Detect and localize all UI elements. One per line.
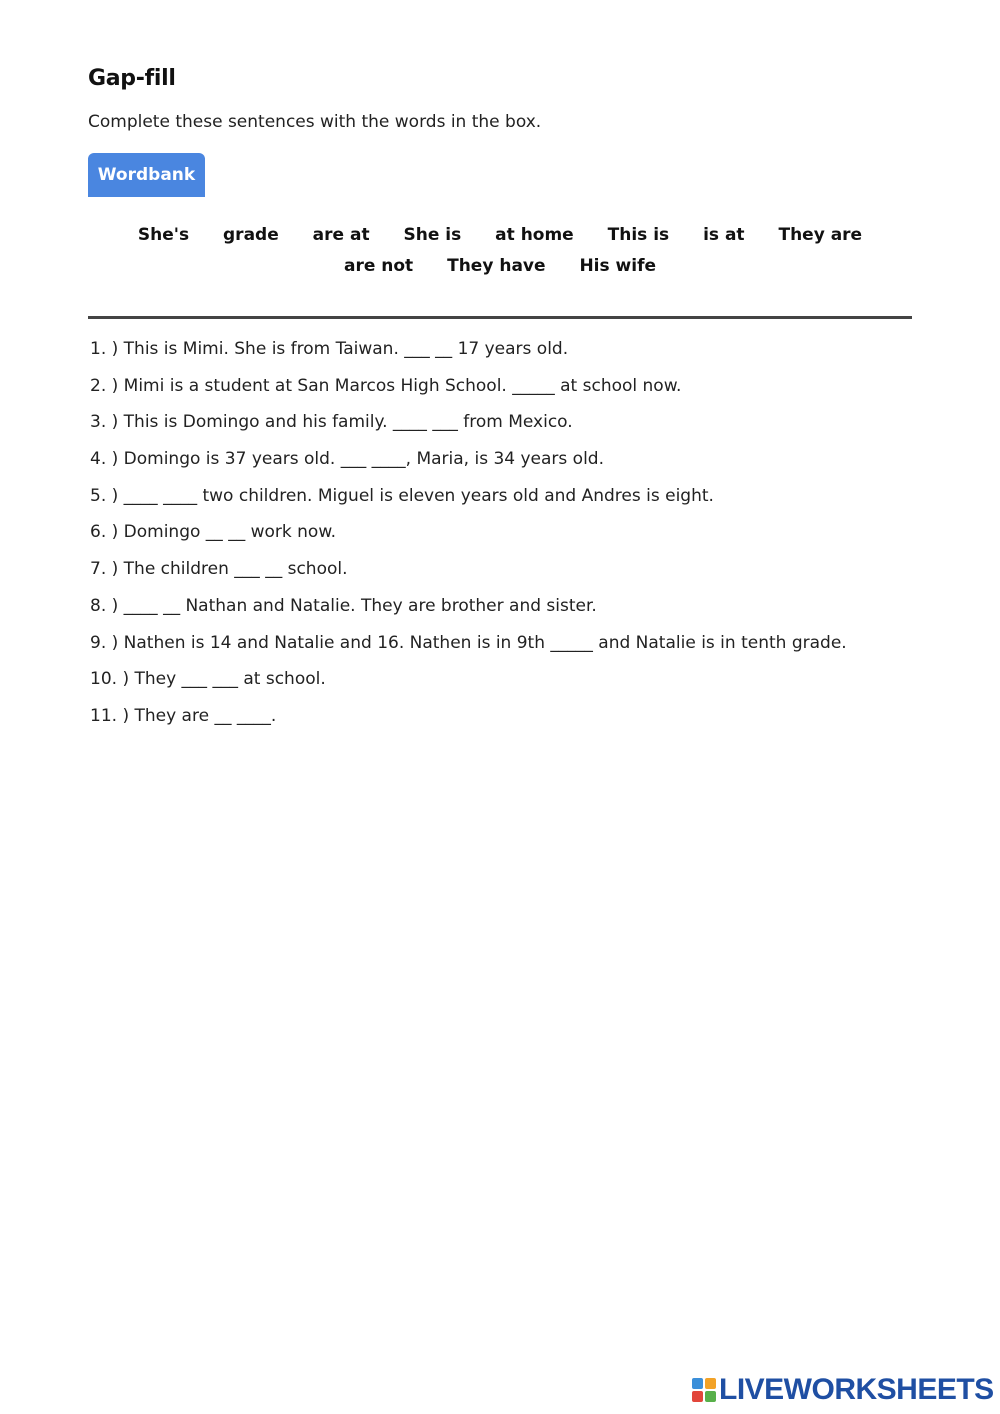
wordbank-word[interactable]: are at xyxy=(312,225,370,245)
wordbank-tab xyxy=(88,153,205,197)
question-list xyxy=(90,336,950,740)
question-item: 10. ) They ___ ___ at school. xyxy=(90,669,326,690)
question-item: 8. ) ____ __ Nathan and Natalie. They are brother and sister. xyxy=(90,595,597,616)
wordbank-word[interactable]: They are xyxy=(778,225,863,245)
wordbank-word[interactable]: They have xyxy=(447,256,546,276)
question-item: 2. ) Mimi is a student at San Marcos High School. _____ at school now. xyxy=(90,375,682,396)
question-item: 6. ) Domingo __ __ work now. xyxy=(90,522,337,543)
logo-square-orange xyxy=(705,1378,716,1389)
question-item: 9. ) Nathen is 14 and Natalie and 16. Nathen is in 9th _____ and Natalie is in tenth grade. xyxy=(90,632,847,653)
question-item: 5. ) ____ ____ two children. Miguel is eleven years old and Andres is eight. xyxy=(90,485,714,506)
wordbank-label: Wordbank xyxy=(97,165,196,185)
wordbank-word[interactable]: at home xyxy=(495,225,574,245)
section-divider xyxy=(88,316,912,319)
question-item: 3. ) This is Domingo and his family. ____ ___ from Mexico. xyxy=(90,412,573,433)
logo-square-green xyxy=(705,1391,716,1402)
wordbank-word[interactable]: This is xyxy=(607,225,670,245)
question-item: 7. ) The children ___ __ school. xyxy=(90,559,348,580)
wordbank-word[interactable]: She's xyxy=(137,225,190,245)
page-title: Gap-fill xyxy=(88,66,176,91)
question-item: 4. ) Domingo is 37 years old. ___ ____, Maria, is 34 years old. xyxy=(90,449,604,470)
logo-text: LIVEWORKSHEETS xyxy=(719,1373,994,1406)
wordbank-words xyxy=(100,220,900,282)
liveworksheets-logo-icon xyxy=(692,1378,716,1402)
wordbank-word[interactable]: grade xyxy=(223,225,279,245)
question-item: 11. ) They are __ ____. xyxy=(90,705,277,726)
wordbank-word[interactable]: His wife xyxy=(579,256,657,276)
wordbank-word[interactable]: are not xyxy=(343,256,414,276)
logo-square-red xyxy=(692,1391,703,1402)
wordbank-word[interactable]: She is xyxy=(403,225,462,245)
liveworksheets-logo[interactable] xyxy=(692,1374,994,1406)
question-item: 1. ) This is Mimi. She is from Taiwan. ___ __ 17 years old. xyxy=(90,339,569,359)
wordbank-word[interactable]: is at xyxy=(703,225,745,245)
instruction-text: Complete these sentences with the words in the box. xyxy=(88,112,542,132)
logo-square-blue xyxy=(692,1378,703,1389)
